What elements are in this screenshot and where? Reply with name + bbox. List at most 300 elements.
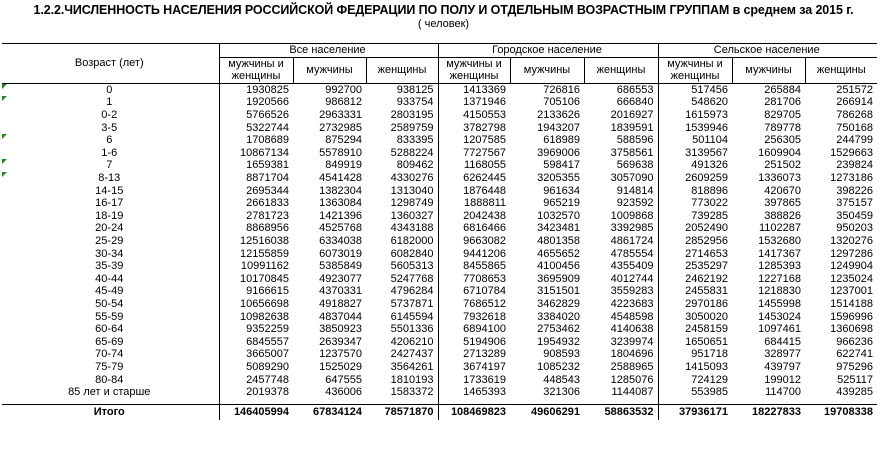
value-cell-rural-both: 2714653 — [658, 247, 732, 260]
value-cell-rural-women: 1514188 — [830, 297, 873, 310]
value-cell-urban-women: 58863532 — [584, 405, 658, 421]
value-cell-rural-both: 1415093 — [658, 361, 732, 374]
value-cell-rural-women: 251572 — [836, 83, 873, 96]
table-row — [2, 172, 877, 185]
value-cell-rural-men: 1102287 — [758, 222, 801, 235]
value-cell-rural-men: 789778 — [764, 121, 801, 134]
value-cell-rural-both: 1650651 — [658, 335, 732, 348]
value-cell-urban-both: 6894100 — [438, 323, 510, 336]
comment-indicator-icon — [2, 159, 7, 164]
value-cell-rural-women: 786268 — [836, 109, 873, 122]
value-cell-urban-women: 2588965 — [610, 360, 654, 373]
value-cell-urban-men: 1085232 — [537, 360, 580, 373]
value-cell-rural-men: 829705 — [764, 109, 801, 122]
value-cell-rural-both: 2455831 — [658, 285, 732, 298]
header-row-groups — [2, 44, 877, 58]
value-cell-all-men: 6334038 — [319, 235, 362, 248]
value-cell-urban-women: 588596 — [616, 134, 654, 147]
table-row — [2, 96, 877, 109]
value-cell-urban-men: 2133626 — [537, 109, 580, 122]
value-cell-urban-both: 4150553 — [438, 109, 510, 122]
value-cell-all-men: 4541428 — [319, 172, 362, 185]
value-cell-urban-men: 1943207 — [537, 121, 580, 134]
value-cell-all-both: 9352259 — [219, 323, 293, 336]
value-cell-rural-both: 2609259 — [658, 172, 732, 185]
value-cell-rural-women: 966236 — [836, 335, 873, 348]
age-cell — [2, 121, 219, 134]
value-cell-urban-both: 6710784 — [438, 285, 510, 298]
value-cell-all-both: 12516038 — [219, 235, 293, 248]
table-row — [2, 121, 877, 134]
value-cell-urban-women: 666840 — [616, 96, 654, 109]
age-label: 30-34 — [95, 247, 124, 260]
value-cell-rural-men: 397865 — [764, 197, 801, 210]
value-cell-urban-women: 1839591 — [610, 121, 654, 134]
value-cell-rural-women: 239824 — [836, 159, 873, 172]
header-sub-women: женщины — [805, 57, 877, 83]
age-label: 35-39 — [95, 260, 124, 273]
value-cell-urban-both: 6262445 — [438, 172, 510, 185]
value-cell-urban-women: 923592 — [616, 197, 654, 210]
value-cell-urban-women: 3239974 — [610, 335, 654, 348]
value-cell-all-both: 146405994 — [219, 405, 293, 421]
age-label: 14-15 — [95, 184, 124, 197]
value-cell-rural-men: 1609904 — [758, 146, 801, 159]
age-cell — [2, 172, 219, 185]
age-label: 55-59 — [95, 310, 124, 323]
header-age: Возраст (лет) — [2, 44, 219, 84]
value-cell-all-men: 436006 — [325, 386, 362, 399]
age-label: 50-54 — [95, 297, 124, 310]
value-cell-urban-men: 908593 — [543, 348, 580, 361]
value-cell-all-both: 9166615 — [219, 285, 293, 298]
age-cell — [2, 335, 219, 348]
value-cell-all-both: 1930825 — [219, 83, 293, 96]
value-cell-all-men: 647555 — [325, 373, 362, 386]
header-sub-women: женщины — [366, 57, 438, 83]
value-cell-rural-both: 501104 — [658, 134, 732, 147]
value-cell-all-women: 833395 — [396, 134, 434, 147]
value-cell-urban-both: 2042438 — [438, 210, 510, 223]
age-cell — [2, 273, 219, 286]
value-cell-urban-women: 4355409 — [610, 260, 654, 273]
value-cell-rural-women: 375157 — [836, 197, 873, 210]
value-cell-all-men: 1421396 — [319, 209, 362, 222]
value-cell-urban-women: 1804696 — [610, 348, 654, 361]
value-cell-all-both: 6845557 — [219, 335, 293, 348]
age-cell — [2, 348, 219, 361]
value-cell-all-men: 4525768 — [319, 222, 362, 235]
value-cell-rural-men: 1532680 — [758, 235, 801, 248]
value-cell-all-both: 5089290 — [219, 361, 293, 374]
header-group-all: Все население — [219, 44, 438, 58]
table-row — [2, 134, 877, 147]
value-cell-urban-women: 1009868 — [610, 209, 654, 222]
value-cell-all-women: 3564261 — [390, 360, 434, 373]
age-cell — [2, 310, 219, 323]
value-cell-urban-men: 3462829 — [537, 297, 580, 310]
value-cell-all-men: 2639347 — [319, 335, 362, 348]
value-cell-all-both: 2019378 — [219, 386, 293, 399]
age-label: 75-79 — [95, 360, 124, 373]
header-sub-both: мужчины и женщины — [658, 57, 732, 83]
value-cell-all-both: 10991162 — [219, 260, 293, 273]
value-cell-urban-men: 3423481 — [537, 222, 580, 235]
value-cell-all-men: 2732985 — [319, 121, 362, 134]
value-cell-urban-men: 618989 — [543, 134, 580, 147]
age-label: 6 — [106, 134, 113, 147]
value-cell-urban-both: 1465393 — [438, 386, 510, 399]
value-cell-rural-men: 1417367 — [758, 247, 801, 260]
value-cell-rural-women: 266914 — [836, 96, 873, 109]
table-row — [2, 109, 877, 122]
age-label: 45-49 — [95, 285, 124, 298]
value-cell-all-both: 2695344 — [219, 184, 293, 197]
value-cell-urban-both: 7727567 — [438, 147, 510, 160]
value-cell-all-both: 1920566 — [219, 96, 293, 109]
table-row — [2, 361, 877, 374]
table-row — [2, 83, 877, 96]
value-cell-rural-women: 1320276 — [830, 235, 873, 248]
value-cell-rural-both: 773022 — [658, 197, 732, 210]
value-cell-urban-men: 598417 — [543, 159, 580, 172]
value-cell-all-women: 5605313 — [390, 260, 434, 273]
age-cell — [2, 159, 219, 172]
age-cell — [2, 298, 219, 311]
value-cell-rural-both: 2458159 — [658, 323, 732, 336]
value-cell-all-both: 8871704 — [219, 172, 293, 185]
age-label: 85 лет и старше — [68, 386, 151, 399]
value-cell-rural-both: 1539946 — [658, 121, 732, 134]
value-cell-urban-men: 4100456 — [537, 260, 580, 273]
value-cell-urban-women: 4861724 — [610, 235, 654, 248]
value-cell-rural-both: 951718 — [658, 348, 732, 361]
value-cell-all-women: 5247768 — [390, 272, 434, 285]
value-cell-all-men: 986812 — [325, 96, 362, 109]
value-cell-urban-men: 49606291 — [510, 405, 584, 421]
value-cell-urban-men: 3969006 — [537, 146, 580, 159]
value-cell-urban-women: 3392985 — [610, 222, 654, 235]
table-row — [2, 285, 877, 298]
age-cell — [2, 210, 219, 223]
value-cell-all-both: 5766526 — [219, 109, 293, 122]
value-cell-rural-men: 1097461 — [758, 323, 801, 336]
value-cell-urban-women: 1144087 — [611, 386, 654, 399]
age-label: 0 — [106, 83, 113, 96]
value-cell-rural-women: 1235024 — [830, 272, 873, 285]
value-cell-urban-both: 1168055 — [438, 159, 510, 172]
value-cell-all-women: 5288224 — [390, 146, 434, 159]
value-cell-rural-both: 2852956 — [658, 235, 732, 248]
age-label: 7 — [106, 159, 113, 172]
value-cell-all-both: 2457748 — [219, 373, 293, 386]
value-cell-urban-both: 3782798 — [438, 121, 510, 134]
value-cell-all-women: 1313040 — [390, 184, 434, 197]
value-cell-rural-women: 622741 — [836, 348, 873, 361]
age-cell — [2, 197, 219, 210]
value-cell-all-men: 875294 — [325, 134, 362, 147]
value-cell-all-women: 5501336 — [390, 323, 434, 336]
value-cell-rural-men: 114700 — [765, 386, 801, 399]
population-table — [2, 43, 877, 420]
age-label: 1-6 — [101, 146, 118, 159]
age-cell — [2, 109, 219, 122]
value-cell-rural-women: 1529663 — [830, 146, 873, 159]
value-cell-all-women: 6082840 — [390, 247, 434, 260]
value-cell-rural-both: 739285 — [658, 210, 732, 223]
value-cell-urban-men: 726816 — [543, 83, 580, 96]
value-cell-urban-women: 4012744 — [610, 272, 654, 285]
value-cell-all-women: 6182000 — [390, 235, 434, 248]
age-label: 40-44 — [95, 272, 124, 285]
value-cell-rural-men: 420670 — [764, 184, 801, 197]
age-label: 70-74 — [95, 348, 124, 361]
value-cell-urban-women: 1285076 — [610, 373, 654, 386]
table-row — [2, 159, 877, 172]
table-title: 1.2.2.ЧИСЛЕННОСТЬ НАСЕЛЕНИЯ РОССИЙСКОЙ ФЕДЕРАЦИИ ПО ПОЛУ И ОТДЕЛЬНЫМ ВОЗРАСТНЫМ ГРУППАМ в среднем за 2015 г. — [33, 3, 854, 17]
age-cell — [2, 386, 219, 399]
value-cell-rural-women: 1596996 — [830, 310, 873, 323]
value-cell-urban-both: 1733619 — [438, 373, 510, 386]
age-label: Итого — [93, 406, 125, 419]
value-cell-all-men: 2963331 — [319, 109, 362, 122]
header-sub-both: мужчины и женщины — [219, 57, 293, 83]
header-sub-men: мужчины — [732, 57, 805, 83]
age-cell — [2, 96, 219, 109]
value-cell-urban-both: 2713289 — [438, 348, 510, 361]
value-cell-all-women: 1810193 — [390, 373, 434, 386]
value-cell-urban-both: 9663082 — [438, 235, 510, 248]
value-cell-rural-men: 281706 — [764, 96, 801, 109]
value-cell-rural-women: 1249904 — [830, 260, 873, 273]
value-cell-urban-women: 4548598 — [610, 310, 654, 323]
age-label: 16-17 — [95, 197, 124, 210]
value-cell-all-both: 10867134 — [219, 147, 293, 160]
value-cell-rural-both: 2052490 — [658, 222, 732, 235]
value-cell-urban-women: 3559283 — [610, 285, 654, 298]
table-row — [2, 273, 877, 286]
value-cell-rural-men: 388826 — [764, 209, 801, 222]
age-label: 3-5 — [101, 121, 118, 134]
value-cell-rural-men: 251502 — [764, 159, 801, 172]
value-cell-urban-men: 3384020 — [537, 310, 580, 323]
value-cell-urban-men: 3205355 — [537, 172, 580, 185]
value-cell-urban-women: 3057090 — [610, 172, 654, 185]
value-cell-urban-men: 321306 — [543, 386, 580, 399]
value-cell-urban-men: 965219 — [543, 197, 580, 210]
value-cell-rural-men: 439797 — [764, 360, 801, 373]
age-label: 1 — [106, 96, 113, 109]
age-cell — [2, 323, 219, 336]
comment-indicator-icon — [2, 84, 7, 89]
value-cell-all-women: 938125 — [396, 83, 434, 96]
value-cell-urban-women: 914814 — [616, 184, 654, 197]
value-cell-all-women: 1583372 — [390, 386, 434, 399]
value-cell-rural-both: 1615973 — [658, 109, 732, 122]
value-cell-all-women: 1298749 — [390, 197, 434, 210]
value-cell-all-men: 849919 — [325, 159, 362, 172]
age-cell — [2, 235, 219, 248]
table-row — [2, 298, 877, 311]
value-cell-urban-men: 3695909 — [537, 272, 580, 285]
value-cell-all-women: 2427437 — [390, 348, 434, 361]
value-cell-rural-men: 1453024 — [758, 310, 801, 323]
value-cell-all-both: 10982638 — [219, 310, 293, 323]
value-cell-urban-women: 2016927 — [610, 109, 654, 122]
age-cell — [2, 134, 219, 147]
table-row — [2, 247, 877, 260]
value-cell-rural-women: 525117 — [837, 373, 873, 386]
value-cell-rural-women: 750168 — [836, 121, 873, 134]
value-cell-all-women: 2803195 — [390, 109, 434, 122]
value-cell-all-both: 1659381 — [219, 159, 293, 172]
value-cell-rural-both: 724129 — [658, 373, 732, 386]
age-label: 60-64 — [95, 323, 124, 336]
value-cell-all-men: 5578910 — [319, 146, 362, 159]
value-cell-urban-women: 569638 — [616, 159, 654, 172]
table-subtitle: ( человек) — [417, 18, 470, 30]
value-cell-all-women: 6145594 — [390, 310, 434, 323]
age-label: 18-19 — [95, 209, 124, 222]
value-cell-all-women: 809462 — [396, 159, 434, 172]
value-cell-rural-women: 950203 — [836, 222, 873, 235]
table-row — [2, 222, 877, 235]
table-row — [2, 348, 877, 361]
table-row — [2, 373, 877, 386]
value-cell-rural-both: 548620 — [658, 96, 732, 109]
value-cell-urban-both: 3674197 — [438, 361, 510, 374]
age-cell — [2, 184, 219, 197]
table-row — [2, 335, 877, 348]
total-label — [2, 405, 219, 421]
age-cell — [2, 83, 219, 96]
table-row — [2, 197, 877, 210]
value-cell-all-women: 78571870 — [366, 405, 438, 421]
value-cell-all-women: 5737871 — [390, 297, 434, 310]
header-sub-men: мужчины — [510, 57, 584, 83]
value-cell-all-men: 1525029 — [319, 360, 362, 373]
table-row — [2, 310, 877, 323]
value-cell-rural-both: 2535297 — [658, 260, 732, 273]
value-cell-rural-men: 256305 — [764, 134, 801, 147]
value-cell-rural-both: 37936171 — [658, 405, 732, 421]
value-cell-rural-men: 328977 — [764, 348, 801, 361]
header-sub-men: мужчины — [293, 57, 366, 83]
value-cell-all-men: 3850923 — [319, 323, 362, 336]
age-cell — [2, 361, 219, 374]
value-cell-urban-both: 1876448 — [438, 184, 510, 197]
value-cell-urban-men: 1032570 — [537, 209, 580, 222]
table-row — [2, 147, 877, 160]
value-cell-urban-both: 1207585 — [438, 134, 510, 147]
table-row — [2, 184, 877, 197]
value-cell-rural-men: 684415 — [764, 335, 801, 348]
value-cell-all-both: 5322744 — [219, 121, 293, 134]
value-cell-rural-both: 3050020 — [658, 310, 732, 323]
value-cell-rural-both: 818896 — [658, 184, 732, 197]
value-cell-all-both: 3665007 — [219, 348, 293, 361]
comment-indicator-icon — [2, 134, 7, 139]
value-cell-all-men: 992700 — [325, 83, 362, 96]
age-cell — [2, 147, 219, 160]
value-cell-all-women: 2589759 — [390, 121, 434, 134]
header-group-rural: Сельское население — [658, 44, 877, 58]
value-cell-all-women: 4206210 — [390, 335, 434, 348]
value-cell-rural-both: 2970186 — [658, 298, 732, 311]
value-cell-all-both: 1708689 — [219, 134, 293, 147]
age-label: 65-69 — [95, 335, 124, 348]
age-cell — [2, 222, 219, 235]
header-sub-both: мужчины и женщины — [438, 57, 510, 83]
value-cell-rural-women: 975296 — [836, 360, 873, 373]
table-row — [2, 260, 877, 273]
value-cell-rural-both: 491326 — [658, 159, 732, 172]
value-cell-all-women: 933754 — [396, 96, 434, 109]
header-group-urban: Городское население — [438, 44, 658, 58]
value-cell-urban-men: 961634 — [543, 184, 580, 197]
value-cell-all-both: 2661833 — [219, 197, 293, 210]
value-cell-urban-both: 8455865 — [438, 260, 510, 273]
value-cell-rural-women: 1273186 — [830, 172, 873, 185]
value-cell-urban-both: 7932618 — [438, 310, 510, 323]
value-cell-urban-both: 6816466 — [438, 222, 510, 235]
value-cell-urban-women: 4785554 — [610, 247, 654, 260]
value-cell-all-women: 4796284 — [390, 285, 434, 298]
value-cell-rural-women: 244799 — [836, 134, 873, 147]
value-cell-all-men: 4370331 — [319, 285, 362, 298]
value-cell-all-men: 4923077 — [319, 272, 362, 285]
value-cell-urban-both: 1888811 — [438, 197, 510, 210]
value-cell-all-men: 6073019 — [319, 247, 362, 260]
comment-indicator-icon — [2, 172, 7, 177]
value-cell-rural-women: 398226 — [836, 184, 873, 197]
value-cell-rural-both: 553985 — [658, 386, 732, 399]
value-cell-rural-men: 199012 — [764, 373, 801, 386]
value-cell-rural-women: 350459 — [836, 209, 873, 222]
value-cell-rural-men: 1218830 — [758, 285, 801, 298]
value-cell-all-both: 12155859 — [219, 247, 293, 260]
value-cell-urban-both: 9441206 — [438, 247, 510, 260]
value-cell-rural-women: 439285 — [836, 386, 873, 399]
value-cell-urban-both: 108469823 — [438, 405, 510, 421]
age-cell — [2, 373, 219, 386]
age-cell — [2, 247, 219, 260]
age-label: 0-2 — [101, 109, 118, 122]
value-cell-rural-men: 18227833 — [732, 405, 805, 421]
value-cell-all-men: 67834124 — [293, 405, 366, 421]
value-cell-rural-men: 1227168 — [758, 272, 801, 285]
value-cell-rural-women: 1237001 — [830, 285, 873, 298]
table-row — [2, 323, 877, 336]
table-row — [2, 210, 877, 223]
table-row — [2, 235, 877, 248]
age-label: 25-29 — [95, 235, 124, 248]
value-cell-urban-men: 4801358 — [537, 235, 580, 248]
value-cell-urban-men: 3151501 — [537, 285, 580, 298]
total-row — [2, 405, 877, 421]
value-cell-urban-both: 5194906 — [438, 335, 510, 348]
value-cell-all-both: 10170845 — [219, 273, 293, 286]
table-body — [2, 83, 877, 420]
comment-indicator-icon — [2, 96, 7, 101]
value-cell-rural-women: 19708338 — [805, 405, 877, 421]
value-cell-urban-men: 1954932 — [537, 335, 580, 348]
value-cell-urban-women: 4223683 — [610, 297, 654, 310]
value-cell-rural-men: 1285393 — [758, 260, 801, 273]
value-cell-all-men: 5385849 — [319, 260, 362, 273]
value-cell-rural-both: 3139567 — [658, 147, 732, 160]
value-cell-all-men: 1382304 — [319, 184, 362, 197]
